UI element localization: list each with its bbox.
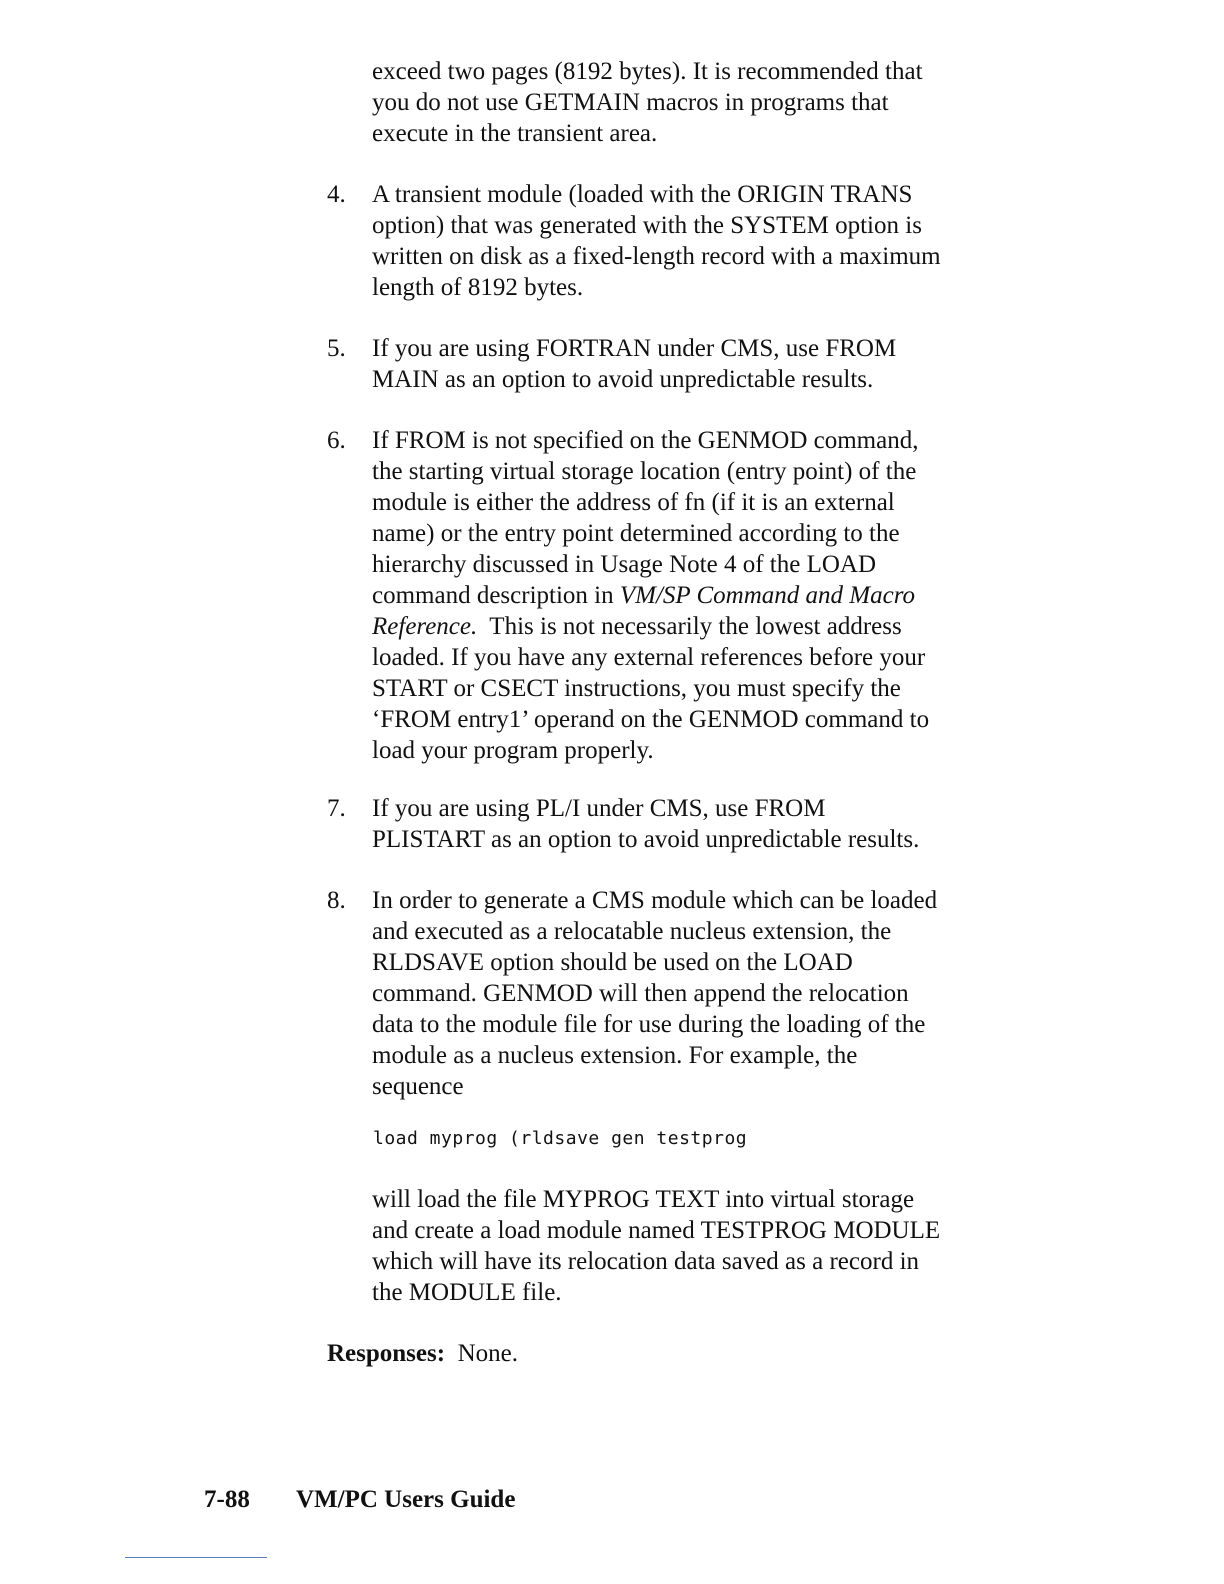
- text-line: will load the file MYPROG TEXT into virtual storage: [372, 1186, 915, 1213]
- text-line: MAIN as an option to avoid unpredictable results.: [372, 366, 874, 393]
- text-span: command description in: [372, 582, 620, 609]
- list-item-5-text: [372, 333, 1022, 395]
- list-item-number: 7.: [327, 795, 346, 822]
- text-line: If FROM is not specified on the GENMOD command,: [372, 427, 919, 454]
- responses-value: None.: [457, 1340, 518, 1367]
- list-item-6-text: [372, 425, 1022, 766]
- list-item-7-text: [372, 793, 1022, 855]
- text-line: PLISTART as an option to avoid unpredictable results.: [372, 826, 920, 853]
- text-line: you do not use GETMAIN macros in programs that: [372, 89, 889, 116]
- text-line: and executed as a relocatable nucleus extension, the: [372, 918, 892, 945]
- text-line: In order to generate a CMS module which can be loaded: [372, 887, 938, 914]
- list-item-number: 8.: [327, 887, 346, 914]
- list-item-4-text: [372, 179, 1022, 303]
- text-line: exceed two pages (8192 bytes). It is recommended that: [372, 58, 923, 85]
- text-line: hierarchy discussed in Usage Note 4 of the LOAD: [372, 551, 877, 578]
- text-line: the starting virtual storage location (entry point) of the: [372, 458, 917, 485]
- list-item-number: 4.: [327, 181, 346, 208]
- text-line: START or CSECT instructions, you must specify the: [372, 675, 901, 702]
- text-line: name) or the entry point determined according to the: [372, 520, 900, 547]
- list-item-8-text: [372, 885, 1022, 1102]
- code-example: load myprog (rldsave gen testprog: [373, 1128, 748, 1149]
- text-line: If you are using FORTRAN under CMS, use FROM: [372, 335, 897, 362]
- text-line: module as a nucleus extension. For example, the: [372, 1042, 858, 1069]
- bottom-rule-divider: [125, 1557, 267, 1558]
- text-line: length of 8192 bytes.: [372, 274, 584, 301]
- text-line: A transient module (loaded with the ORIGIN TRANS: [372, 181, 913, 208]
- text-line: and create a load module named TESTPROG MODULE: [372, 1217, 941, 1244]
- text-line: execute in the transient area.: [372, 120, 658, 147]
- responses-line: [327, 1338, 518, 1369]
- text-line: written on disk as a fixed-length record with a maximum: [372, 243, 941, 270]
- document-title: VM/PC Users Guide: [296, 1486, 516, 1513]
- page-footer: [204, 1484, 515, 1515]
- page-number: 7-88: [204, 1486, 250, 1513]
- text-line: option) that was generated with the SYSTEM option is: [372, 212, 922, 239]
- list-item-number: 5.: [327, 335, 346, 362]
- text-line: load your program properly.: [372, 737, 654, 764]
- continuation-paragraph: [372, 56, 1022, 149]
- responses-label: Responses:: [327, 1340, 446, 1367]
- code-explanation-paragraph: [372, 1184, 1022, 1308]
- text-line: If you are using PL/I under CMS, use FROM: [372, 795, 826, 822]
- text-line: module is either the address of fn (if it is an external: [372, 489, 895, 516]
- text-line: which will have its relocation data saved as a record in: [372, 1248, 920, 1275]
- text-line: sequence: [372, 1073, 464, 1100]
- text-line: [372, 611, 1022, 642]
- text-span: This is not necessarily the lowest address: [477, 613, 902, 640]
- text-line: command. GENMOD will then append the relocation: [372, 980, 909, 1007]
- text-line: loaded. If you have any external references before your: [372, 644, 926, 671]
- list-item-number: 6.: [327, 427, 346, 454]
- book-title-reference-cont: Reference.: [372, 613, 478, 640]
- text-line: data to the module file for use during the loading of the: [372, 1011, 926, 1038]
- text-line: the MODULE file.: [372, 1279, 562, 1306]
- text-line: ‘FROM entry1’ operand on the GENMOD command to: [372, 706, 930, 733]
- book-title-reference: VM/SP Command and Macro: [619, 582, 915, 609]
- text-line: [372, 580, 1022, 611]
- text-line: RLDSAVE option should be used on the LOAD: [372, 949, 853, 976]
